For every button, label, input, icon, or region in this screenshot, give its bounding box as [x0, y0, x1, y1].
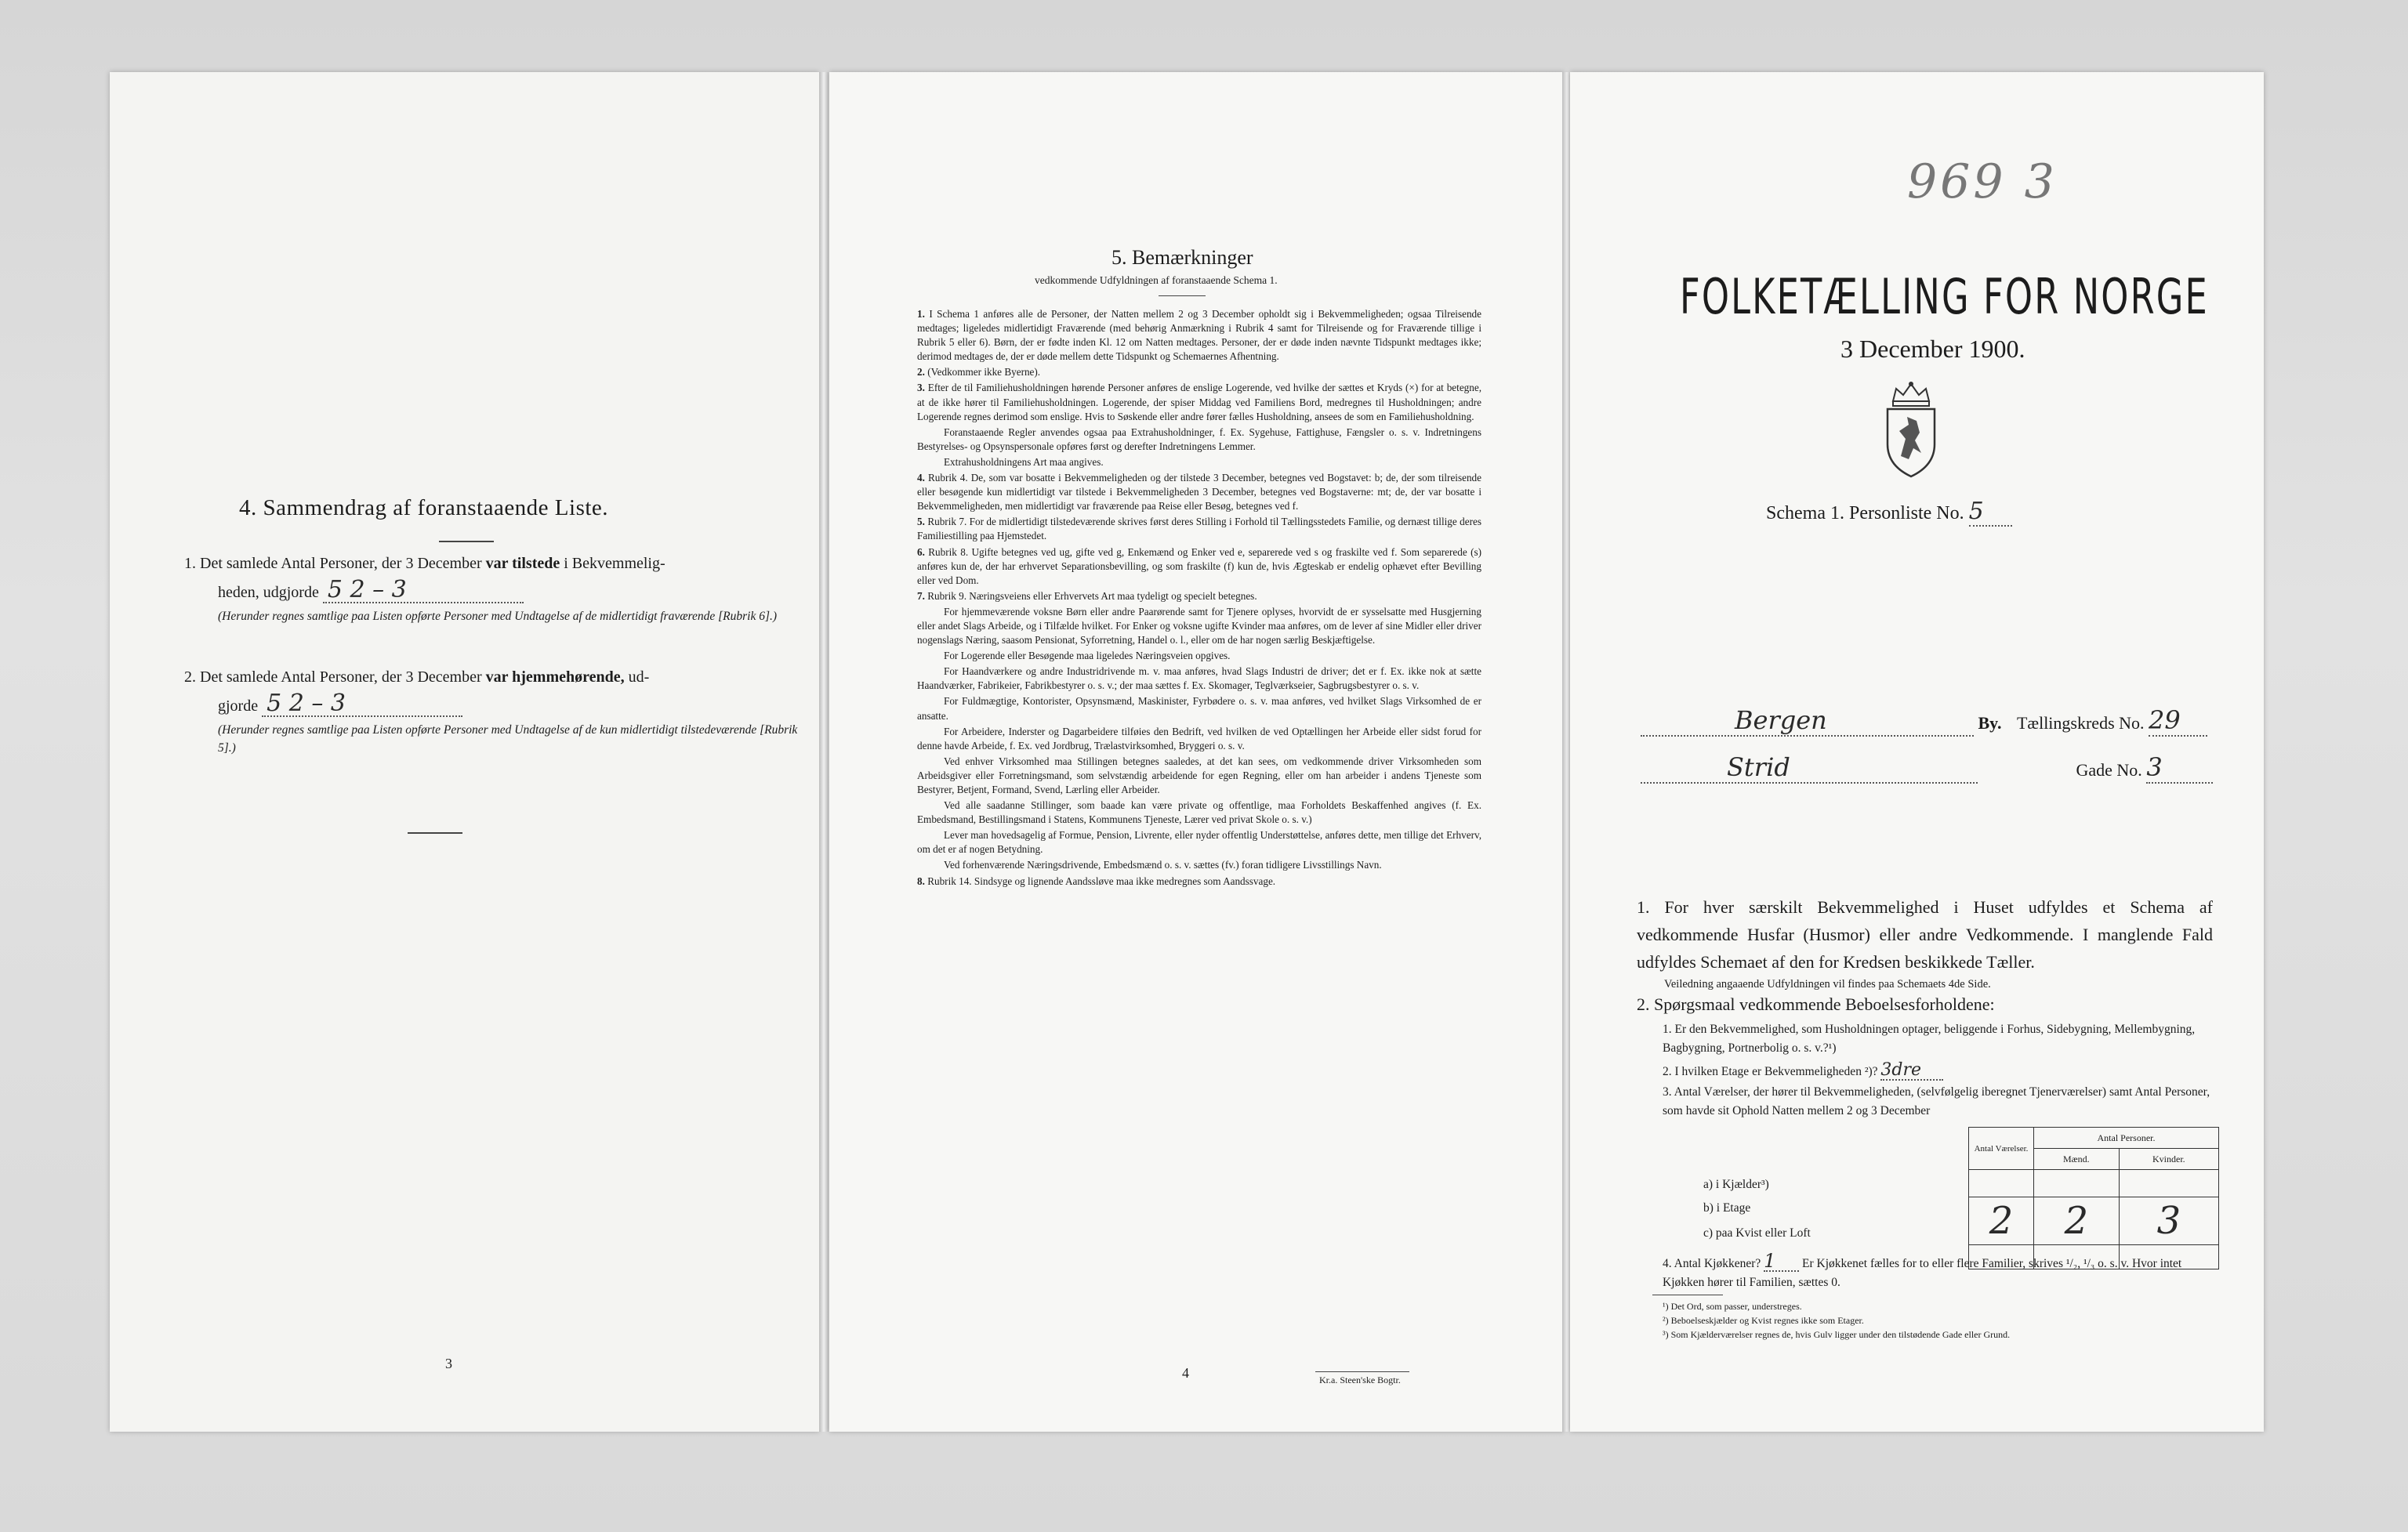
remark-item [917, 426, 1481, 454]
printer-imprint: Kr.a. Steen'ske Bogtr. [1319, 1374, 1401, 1385]
row-b-label: b) i Etage [1703, 1201, 1751, 1215]
city-handwritten: Bergen [1641, 705, 1974, 737]
remarks-list [917, 307, 1481, 890]
remark-number: 5. [917, 516, 925, 528]
remark-text: Foranstaaende Regler anvendes ogsaa paa Extrahusholdninger, f. Ex. Sygehuse, Fattighuse, Fængsler o. s. v. Indretningens Bestyrelses- og Opsynspersonale opføres først og derefter Indretningens Lemmer. [917, 426, 1481, 452]
footnote-2: ²) Beboelseskjælder og Kvist regnes ikke som Etager. [1663, 1315, 1864, 1326]
col-men: Mænd. [2034, 1149, 2120, 1170]
remark-text: Efter de til Familiehusholdningen hørende Personer anføres de enslige Logerende, ved hvilke der sættes et Kryds (×) for at betegne, at de ikke hører til Familiehusholdningen. Logerende, der spiser Middag ved Familiens Bord, medregnes til Husholdningen; andre Logerende regnes derimod som enslige. Hvis to Søskende eller andre fører fælles Husholdning, ansees de som en Familiehusholdning. [917, 382, 1482, 422]
remark-number: 7. [917, 589, 925, 602]
end-rule [408, 832, 462, 834]
remark-item [917, 471, 1481, 513]
page-4 [829, 72, 1564, 1432]
question-2: 2. I hvilken Etage er Bekvemmeligheden ²)? 3dre [1663, 1061, 1943, 1081]
women-value: 3 [2119, 1197, 2218, 1245]
instruction-1: 1. For hver særskilt Bekvemmelighed i Huset udfyldes et Schema af vedkommende Husfar (Husmor) eller andre Vedkommende. I manglende Fald udfyldes Schemaet af den for Kredsen beskikkede Tæller. [1637, 897, 2213, 972]
remark-text: Rubrik 8. Ugifte betegnes ved ug, gifte ved g, Enkemænd og Enker ved e, separerede ved s og fraskilte ved f. Som separerede (s) anføres kun de, der har erhvervet Separationsbevilling, og som fraskilte (f) kun de, hvis Ægteskab er endelig ophævet efter Bevilling eller ved Dom. [917, 545, 1482, 586]
summary-item-2-note: (Herunder regnes samtlige paa Listen opførte Personer med Undtagelse af de kun midlertidigt tilstedeværende [Rubrik 5].) [218, 723, 798, 755]
col-women: Kvinder. [2119, 1149, 2218, 1170]
remark-number: 2. [917, 366, 925, 378]
remark-item [917, 515, 1481, 543]
street-line: Strid Gade No. 3 [1641, 752, 2236, 784]
page-number: 3 [445, 1356, 452, 1371]
remark-text: For Fuldmægtige, Kontorister, Opsynsmænd, Maskinister, Fyrbødere o. s. v. maa anføres, ved hvilket Slags Virksomhed de er ansatte. [917, 695, 1481, 722]
rooms-persons-table [1968, 1127, 2219, 1269]
remark-item [917, 694, 1481, 723]
remark-text: Rubrik 7. For de midlertidigt tilstedeværende skrives først deres Stilling i Forhold til Tællingsstedets Familie, og dernæst tillige deres Familiestilling paa Hjemstedet. [917, 516, 1481, 542]
remark-item [917, 649, 1481, 663]
census-date: 3 December 1900. [1840, 335, 2025, 363]
remark-text: Extrahusholdningens Art maa angives. [944, 455, 1104, 468]
summary-item-1-line2: heden, udgjorde 5 2 – 3 [218, 578, 814, 605]
summary-item-1-note: (Herunder regnes samtlige paa Listen opførte Personer med Undtagelse af de midlertidigt fraværende [Rubrik 6].) [218, 610, 778, 623]
remark-number: 4. [917, 472, 925, 484]
archive-number: 969 3 [1907, 154, 2058, 209]
remark-number: 6. [917, 545, 925, 558]
gade-number: 3 [2146, 752, 2213, 784]
remark-item [917, 875, 1481, 889]
remark-text: Ved enhver Virksomhed maa Stillingen betegnes saaledes, at det kan sees, om vedkommende driver Virksomheden som Arbeidsgiver eller Forretningsmand, som selvstændig arbeidende for egen Regning, eller om han arbeider i andens Tjeneste som Bestyrer, Betjent, Formand, Svend, Lærling eller Arbeider. [917, 755, 1481, 795]
col-persons: Antal Personer. [2034, 1128, 2219, 1149]
remark-item [917, 307, 1481, 364]
remark-item [917, 605, 1481, 647]
remark-text: Lever man hovedsagelig af Formue, Pension, Livrente, eller nyder offentlig Understøttelse, anføres dette, men tillige det Erhverv, om det er af nogen Betydning. [917, 829, 1481, 856]
row-c-label: c) paa Kvist eller Loft [1703, 1226, 1811, 1240]
remark-item [917, 799, 1481, 827]
summary-item-2-line2: gjorde 5 2 – 3 [218, 691, 814, 719]
city-line: Bergen By. Tællingskreds No. 29 [1641, 705, 2236, 737]
remark-item [917, 665, 1481, 693]
remark-number: 3. [917, 382, 925, 394]
heading-rule [439, 541, 494, 542]
remark-text: I Schema 1 anføres alle de Personer, der Natten mellem 2 og 3 December opholdt sig i Bekvemmeligheden; ogsaa Tilreisende medtages; ligeledes midlertidigt Fraværende (med behørig Anmærkning i Rubrik 4 samt for Tilreisende og for Fraværende tillige i Rubrik 5 eller 6). Børn, der er fødte inden Kl. 12 om Natten medtages. Personer, der er døde inden nævnte Tidspunkt medtages ikke; derimod medtages de, der er døde mellem dette Tidspunkt og Schemaernes Afhentning. [917, 308, 1481, 363]
instruction-1-sub: Veiledning angaaende Udfyldningen vil findes paa Schemaets 4de Side. [1664, 978, 1991, 991]
remark-item [917, 545, 1481, 588]
summary-item-1: 1. Det samlede Antal Personer, der 3 December var tilstede i Bekvemmelig- [184, 555, 665, 572]
street-handwritten: Strid [1641, 752, 1978, 784]
remark-text: For Haandværkere og andre Industridrivende m. v. maa anføres, hvad Slags Industri de driver; det er f. Ex. ikke nok at sætte Haandværker, Fabrikeier, Fabrikbestyrer o. s. v.; der maa sættes f. Ex. Skomager, Teglværkseier, Sagbrugsbestyrer o. s. v. [917, 665, 1481, 692]
remark-number: 8. [917, 875, 925, 887]
remark-item [917, 381, 1481, 423]
question-1: 1. Er den Bekvemmelighed, som Husholdningen optager, beliggende i Forhus, Sidebygning, Mellembygning, Bagbygning, Portnerbolig o. s. v.?¹) [1663, 1023, 2196, 1055]
remarks-rule [1159, 295, 1206, 296]
remark-text: For Arbeidere, Inderster og Dagarbeidere tilføies den Bedrift, ved hvilken de ved Optællingen her Arbeide eller sidst forud for denne havde Arbeide, f. Ex. ved Jordbrug, Trælastvirksomhed, Bryggeri o. s. v. [917, 725, 1481, 752]
men-value: 2 [2034, 1197, 2120, 1245]
kreds-number: 29 [2149, 705, 2207, 737]
row-a-label: a) i Kjælder³) [1703, 1178, 1769, 1191]
remark-text: Rubrik 4. De, som var bosatte i Bekvemmeligheden og der tilstede 3 December, betegnes ved Bogstavet: b; de, der som tilreisende eller besøgende kun midlertidigt var tilstede i Bekvemmeligheden 3 December, betegnes ved Bogstaverne: mt; de, der var bosatte i Bekvemmeligheden, men midlertidigt var fraværende paa Reise eller Besøg, betegnes ved f. [917, 472, 1481, 512]
page-number: 4 [1182, 1365, 1189, 1381]
footnote-3: ³) Som Kjælderværelser regnes de, hvis Gulv ligger under den tilstødende Gade eller Grund. [1663, 1329, 2011, 1340]
remark-text: For hjemmeværende voksne Børn eller andre Paarørende samt for Tjenere oplyses, hvorvidt de er sysselsatte med Husgjerning eller andet Slags Arbeide, og i Tilfælde hvilket. For Enker og voksne ugifte Kvinder maa anføres, om de lever af sine Midler eller driver nogenslags Næring, saasom Pensionat, Syforretning, Handel o. l., eller om de har nogen særlig Beskjæftigelse. [917, 605, 1481, 646]
remark-number: 1. [917, 308, 925, 320]
remark-text: Rubrik 14. Sindsyge og lignende Aandssløve maa ikke medregnes som Aandssvage. [927, 875, 1276, 887]
remark-text: For Logerende eller Besøgende maa ligeledes Næringsveien opgives. [944, 650, 1231, 662]
remark-item [917, 365, 1481, 379]
remark-text: Rubrik 9. Næringsveiens eller Erhvervets Art maa tydeligt og specielt betegnes. [927, 589, 1257, 602]
remark-item [917, 589, 1481, 603]
item-2-handwritten-value: 5 2 – 3 [262, 691, 462, 717]
etage-handwritten: 3dre [1880, 1061, 1943, 1081]
col-rooms: Antal Værelser. [1969, 1128, 2034, 1170]
remark-text: Ved forhenværende Næringsdrivende, Embedsmænd o. s. v. sættes (fv.) foran tidligere Livsstillings Navn. [944, 859, 1382, 871]
footnote-1: ¹) Det Ord, som passer, understreges. [1663, 1301, 1802, 1312]
remarks-heading: 5. Bemærkninger [1112, 246, 1253, 269]
summary-heading: 4. Sammendrag af foranstaaende Liste. [239, 495, 609, 520]
page-1 [1570, 72, 2264, 1432]
remark-text: Ved alle saadanne Stillinger, som baade kan være private og offentlige, maa Forholdets Beskaffenhed angives (f. Ex. Embedsmand, Bestillingsmand i Statens, Kommunens Tjeneste, Lærer ved privat Skole o. s. v.) [917, 799, 1481, 826]
remark-item [917, 755, 1481, 797]
remark-item [917, 858, 1481, 872]
kitchen-count: 1 [1764, 1251, 1799, 1272]
rooms-value: 2 [1969, 1197, 2034, 1245]
question-3: 3. Antal Værelser, der hører til Bekvemmeligheden, (selvfølgelig iberegnet Tjenerværelser) samt Antal Personer, som havde sit Ophold Natten mellem 2 og 3 December [1663, 1085, 2210, 1117]
coat-of-arms-icon [1876, 378, 1946, 480]
remark-text: (Vedkommer ikke Byerne). [927, 366, 1041, 378]
page-fold [819, 72, 829, 1432]
remark-item [917, 455, 1481, 469]
remarks-subheading: vedkommende Udfyldningen af foranstaaende Schema 1. [1035, 274, 1278, 286]
schema-line: Schema 1. Personliste No. 5 [1766, 498, 2012, 527]
item-1-handwritten-value: 5 2 – 3 [323, 578, 524, 603]
summary-item-2: 2. Det samlede Antal Personer, der 3 December var hjemmehørende, ud- [184, 668, 650, 686]
question-4: 4. Antal Kjøkkener? 1 Er Kjøkkenet fælles for to eller flere Familier, skrives ¹/₂, ¹/₃ o. s. v. Hvor intet Kjøkken hører til Familien, sættes 0. [1663, 1250, 2182, 1289]
printer-rule [1315, 1371, 1409, 1372]
page-3 [110, 72, 819, 1432]
census-title: FOLKETÆLLING FOR NORGE [1680, 268, 2209, 325]
remark-item [917, 725, 1481, 753]
personliste-number: 5 [1969, 498, 2012, 527]
remark-item [917, 828, 1481, 857]
instruction-2: 2. Spørgsmaal vedkommende Beboelsesforholdene: [1637, 994, 1995, 1014]
